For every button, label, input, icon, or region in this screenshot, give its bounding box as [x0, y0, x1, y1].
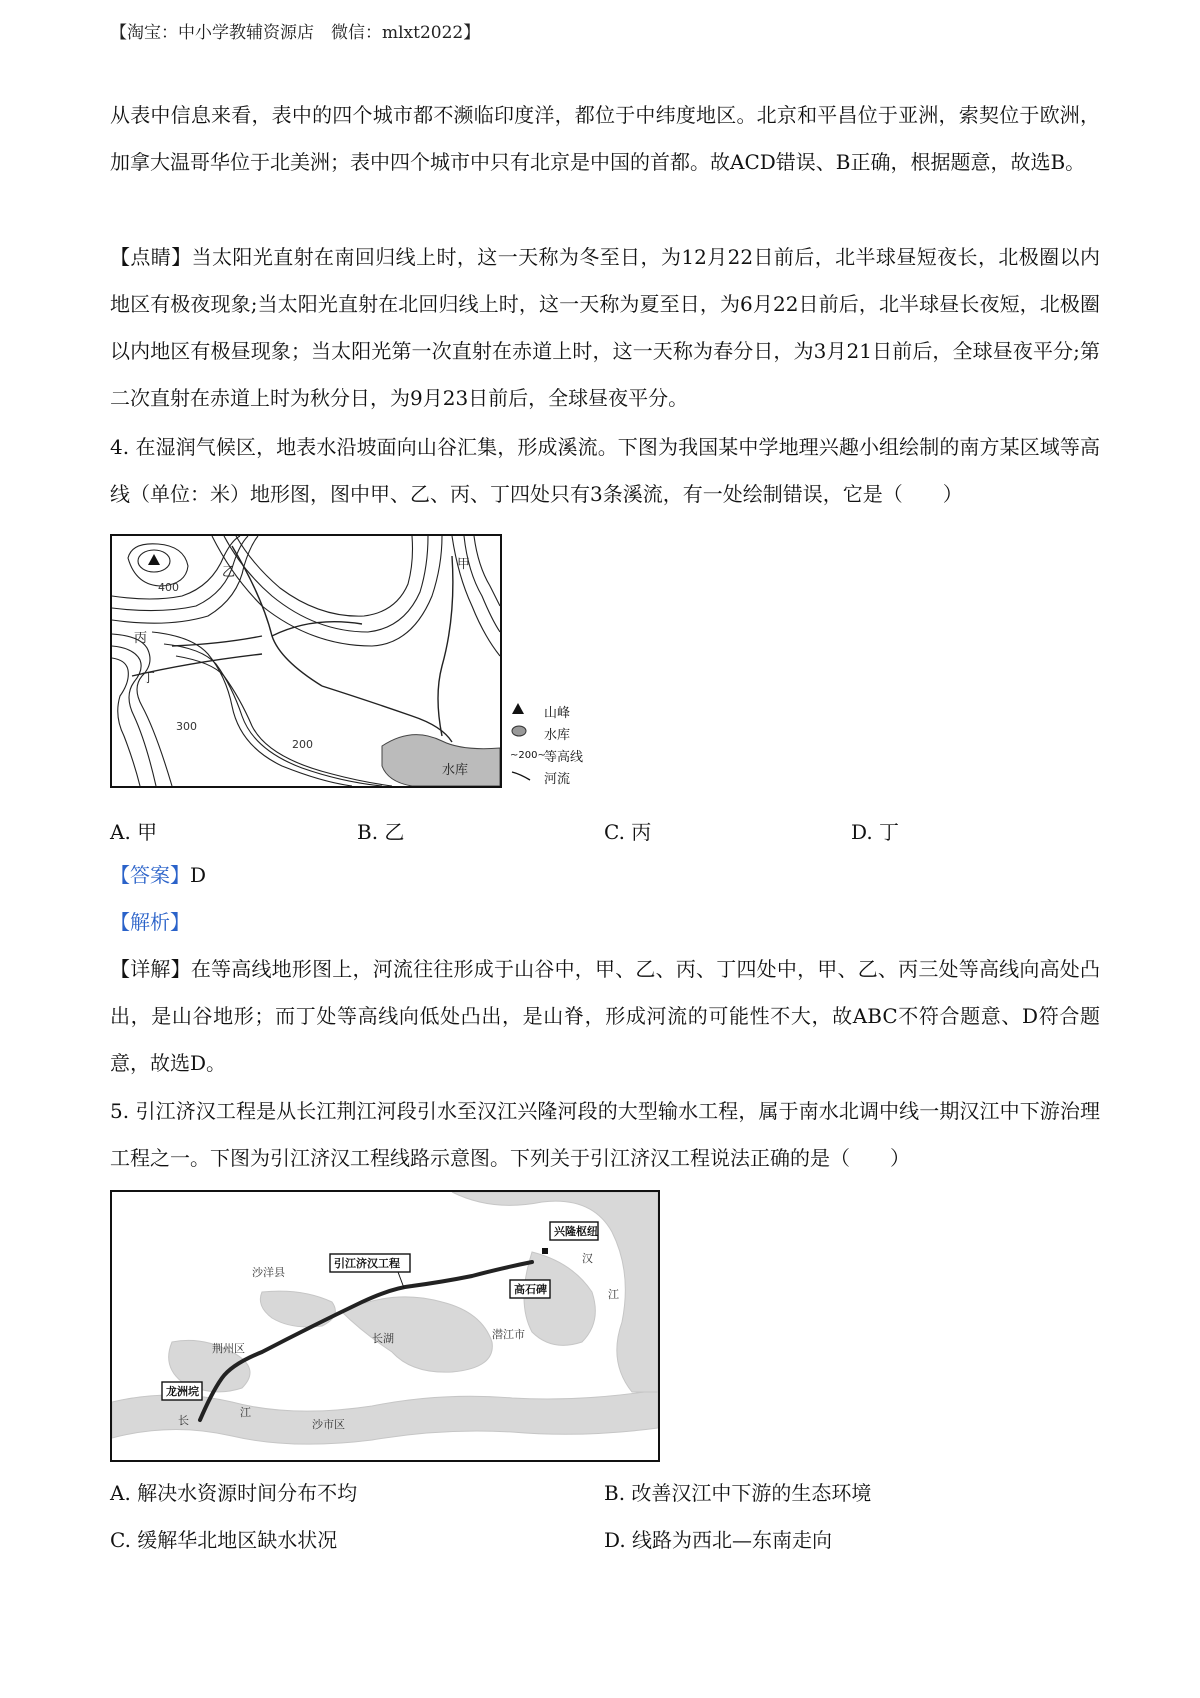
label-han-2: 江: [608, 1288, 619, 1301]
label-bing: 丙: [134, 631, 148, 646]
label-chang-2: 江: [240, 1406, 251, 1419]
q4-option-c[interactable]: C. 丙: [604, 820, 652, 844]
label-shashi: 沙市区: [312, 1418, 345, 1431]
answer-label: 【答案】: [110, 863, 190, 887]
q5-stem: 5. 引江济汉工程是从长江荆江河段引水至汉江兴隆河段的大型输水工程，属于南水北调中线一期汉江中下游治理工程之一。下图为引江济汉工程线路示意图。下列关于引江济汉工程说法正确的是（ ）: [110, 1099, 1100, 1170]
q5-option-a[interactable]: A. 解决水资源时间分布不均: [110, 1481, 358, 1505]
label-yi: 乙: [222, 565, 236, 580]
q4-map-legend: [510, 700, 620, 788]
label-chang-1: 长: [178, 1414, 189, 1427]
q4-option-d[interactable]: D. 丁: [851, 820, 900, 844]
legend-reservoir-label: 水库: [544, 727, 571, 743]
q3-tip-text: 【点睛】当太阳光直射在南回归线上时，这一天称为冬至日，为12月22日前后，北半球昼短夜长，北极圈以内地区有极夜现象;当太阳光直射在北回归线上时，这一天称为夏至日，为6月22日前后，北半球昼长夜短，北极圈以内地区有极昼现象；当太阳光第一次直射在赤道上时，这一天称为春分日，为3月21日前后，全球昼夜平分;第二次直射在赤道上时为秋分日，为9月23日前后，全球昼夜平分。: [110, 245, 1100, 410]
q4-stem: 4. 在湿润气候区，地表水沿坡面向山谷汇集，形成溪流。下图为我国某中学地理兴趣小组绘制的南方某区域等高线（单位：米）地形图，图中甲、乙、丙、丁四处只有3条溪流，有一处绘制错误，它是（ ）: [110, 435, 1100, 506]
legend-contour: ~200~ 等高线: [510, 744, 620, 766]
label-longzhou: 龙洲垸: [166, 1385, 199, 1398]
q5-option-d[interactable]: D. 线路为西北—东南走向: [604, 1528, 833, 1552]
page-header: 【淘宝：中小学教辅资源店 微信：mlxt2022】: [110, 23, 481, 43]
q5-options-row1: [110, 1477, 1100, 1507]
label-qianjiang: 潜江市: [492, 1328, 525, 1341]
label-ding: 丁: [142, 671, 156, 686]
label-han-1: 汉: [582, 1252, 593, 1265]
label-shayang: 沙洋县: [252, 1266, 285, 1279]
q4-contour-map: [110, 534, 502, 788]
label-jingzhou: 荆州区: [212, 1342, 245, 1355]
q4-analysis-label: [110, 899, 1100, 946]
reservoir-legend-icon: [512, 726, 526, 736]
label-changhu: 长湖: [372, 1332, 394, 1345]
legend-river: [510, 766, 620, 788]
q3-analysis-text: 从表中信息来看，表中的四个城市都不濒临印度洋，都位于中纬度地区。北京和平昌位于亚洲，索契位于欧洲，加拿大温哥华位于北美洲；表中四个城市中只有北京是中国的首都。故ACD错误、B正确，根据题意，故选B。: [110, 103, 1100, 174]
legend-peak-label: 山峰: [544, 705, 571, 721]
legend-contour-label: 等高线: [544, 749, 584, 765]
river-legend-icon: [512, 772, 530, 780]
q4-option-b[interactable]: B. 乙: [357, 820, 405, 844]
reservoir-label: 水库: [442, 763, 469, 778]
contour-label-300: 300: [176, 720, 197, 733]
peak-icon: [148, 554, 160, 565]
reservoir-area: [382, 735, 500, 786]
xinglong-marker: [542, 1248, 548, 1254]
label-jia: 甲: [457, 557, 471, 572]
analysis-label: 【解析】: [110, 910, 190, 934]
q4-options: [110, 816, 1100, 846]
legend-contour-value: 200: [518, 749, 538, 761]
contour-label-400: 400: [158, 581, 179, 594]
q4-detail-text: 【详解】在等高线地形图上，河流往往形成于山谷中，甲、乙、丙、丁四处中，甲、乙、丙三处等高线向高处凸出，是山谷地形；而丁处等高线向低处凸出，是山脊，形成河流的可能性不大，故ABC不符合题意、D符合题意，故选D。: [110, 957, 1100, 1075]
contour-legend-icon: ~: [510, 749, 519, 761]
peak-legend-icon: [512, 703, 524, 714]
label-xinglong: 兴隆枢纽: [554, 1225, 598, 1238]
q5-option-c[interactable]: C. 缓解华北地区缺水状况: [110, 1528, 338, 1552]
legend-peak: [510, 700, 620, 722]
q5-route-map: [110, 1190, 660, 1462]
contour-label-200: 200: [292, 738, 313, 751]
answer-value: D: [190, 863, 207, 887]
label-gaoshibei: 高石碑: [514, 1283, 547, 1296]
q5-option-b[interactable]: B. 改善汉江中下游的生态环境: [604, 1481, 872, 1505]
legend-river-label: 河流: [544, 771, 571, 787]
q5-options-row2: [110, 1524, 1100, 1554]
q4-answer: [110, 852, 1100, 899]
q4-option-a[interactable]: A. 甲: [110, 820, 158, 844]
label-project: 引江济汉工程: [334, 1257, 400, 1270]
legend-reservoir: [510, 722, 620, 744]
